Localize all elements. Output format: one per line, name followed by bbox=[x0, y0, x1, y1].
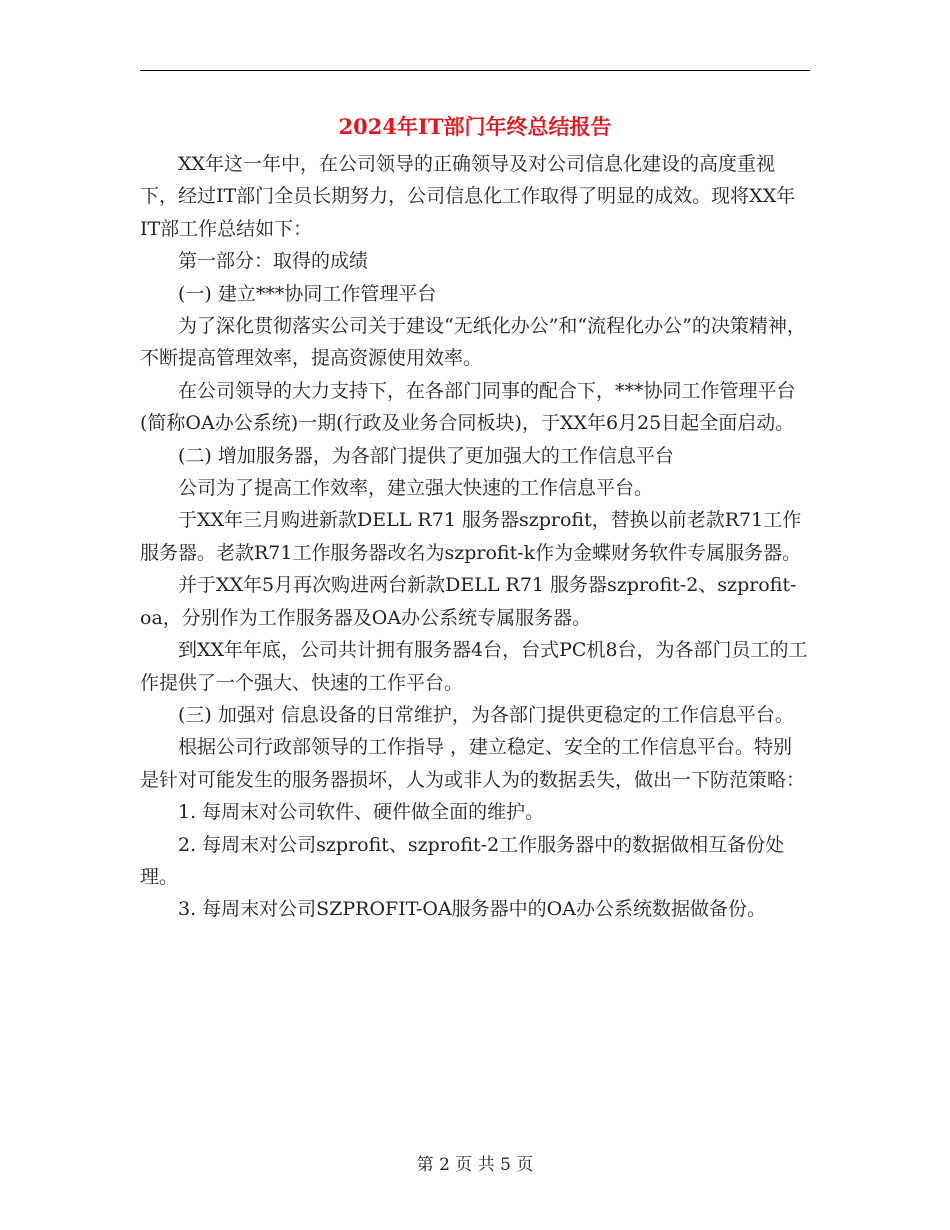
document-title: 2024年IT部门年终总结报告 bbox=[338, 114, 612, 139]
header-rule bbox=[140, 70, 810, 71]
subsection-heading-2: (二) 增加服务器，为各部门提供了更加强大的工作信息平台 bbox=[178, 444, 674, 467]
section-heading-achievements: 第一部分：取得的成绩 bbox=[178, 250, 369, 273]
paragraph: 于XX年三月购进新款DELL R71 服务器szprofit，替换以前老款R71工作服务器。老款R71工作服务器改名为szprofit-k作为金蝶财务软件专属服务器。 bbox=[140, 509, 802, 564]
page-number: 第 2 页 共 5 页 bbox=[416, 1155, 534, 1175]
document-body bbox=[140, 148, 810, 926]
paragraph-intro: XX年这一年中，在公司领导的正确领导及对公司信息化建设的高度重视下，经过IT部门全员长期努力，公司信息化工作取得了明显的成效。现将XX年IT部工作总结如下： bbox=[140, 153, 796, 240]
subsection-heading-1: (一) 建立***协同工作管理平台 bbox=[178, 282, 437, 305]
list-item: 2. 每周末对公司szprofit、szprofit-2工作服务器中的数据做相互备份处理。 bbox=[140, 833, 785, 888]
paragraph: 为了深化贯彻落实公司关于建设“无纸化办公”和“流程化办公”的决策精神，不断提高管理效率，提高资源使用效率。 bbox=[140, 315, 806, 370]
paragraph: 并于XX年5月再次购进两台新款DELL R71 服务器szprofit-2、szprofit-oa，分别作为工作服务器及OA办公系统专属服务器。 bbox=[140, 574, 797, 629]
paragraph: 在公司领导的大力支持下，在各部门同事的配合下，***协同工作管理平台(简称OA办公系统)一期(行政及业务合同板块)，于XX年6月25日起全面启动。 bbox=[140, 379, 796, 435]
list-item: 1. 每周末对公司软件、硬件做全面的维护。 bbox=[178, 801, 545, 824]
paragraph: 根据公司行政部领导的工作指导 ，建立稳定、安全的工作信息平台。特别是针对可能发生的服务器损坏，人为或非人为的数据丢失，做出一下防范策略： bbox=[140, 736, 806, 791]
subsection-heading-3: (三) 加强对 信息设备的日常维护，为各部门提供更稳定的工作信息平台。 bbox=[178, 703, 794, 726]
paragraph: 公司为了提高工作效率，建立强大快速的工作信息平台。 bbox=[178, 477, 654, 500]
list-item: 3. 每周末对公司SZPROFIT-OA服务器中的OA办公系统数据做备份。 bbox=[178, 898, 766, 921]
paragraph: 到XX年年底，公司共计拥有服务器4台，台式PC机8台，为各部门员工的工作提供了一个强大、快速的工作平台。 bbox=[140, 639, 808, 694]
